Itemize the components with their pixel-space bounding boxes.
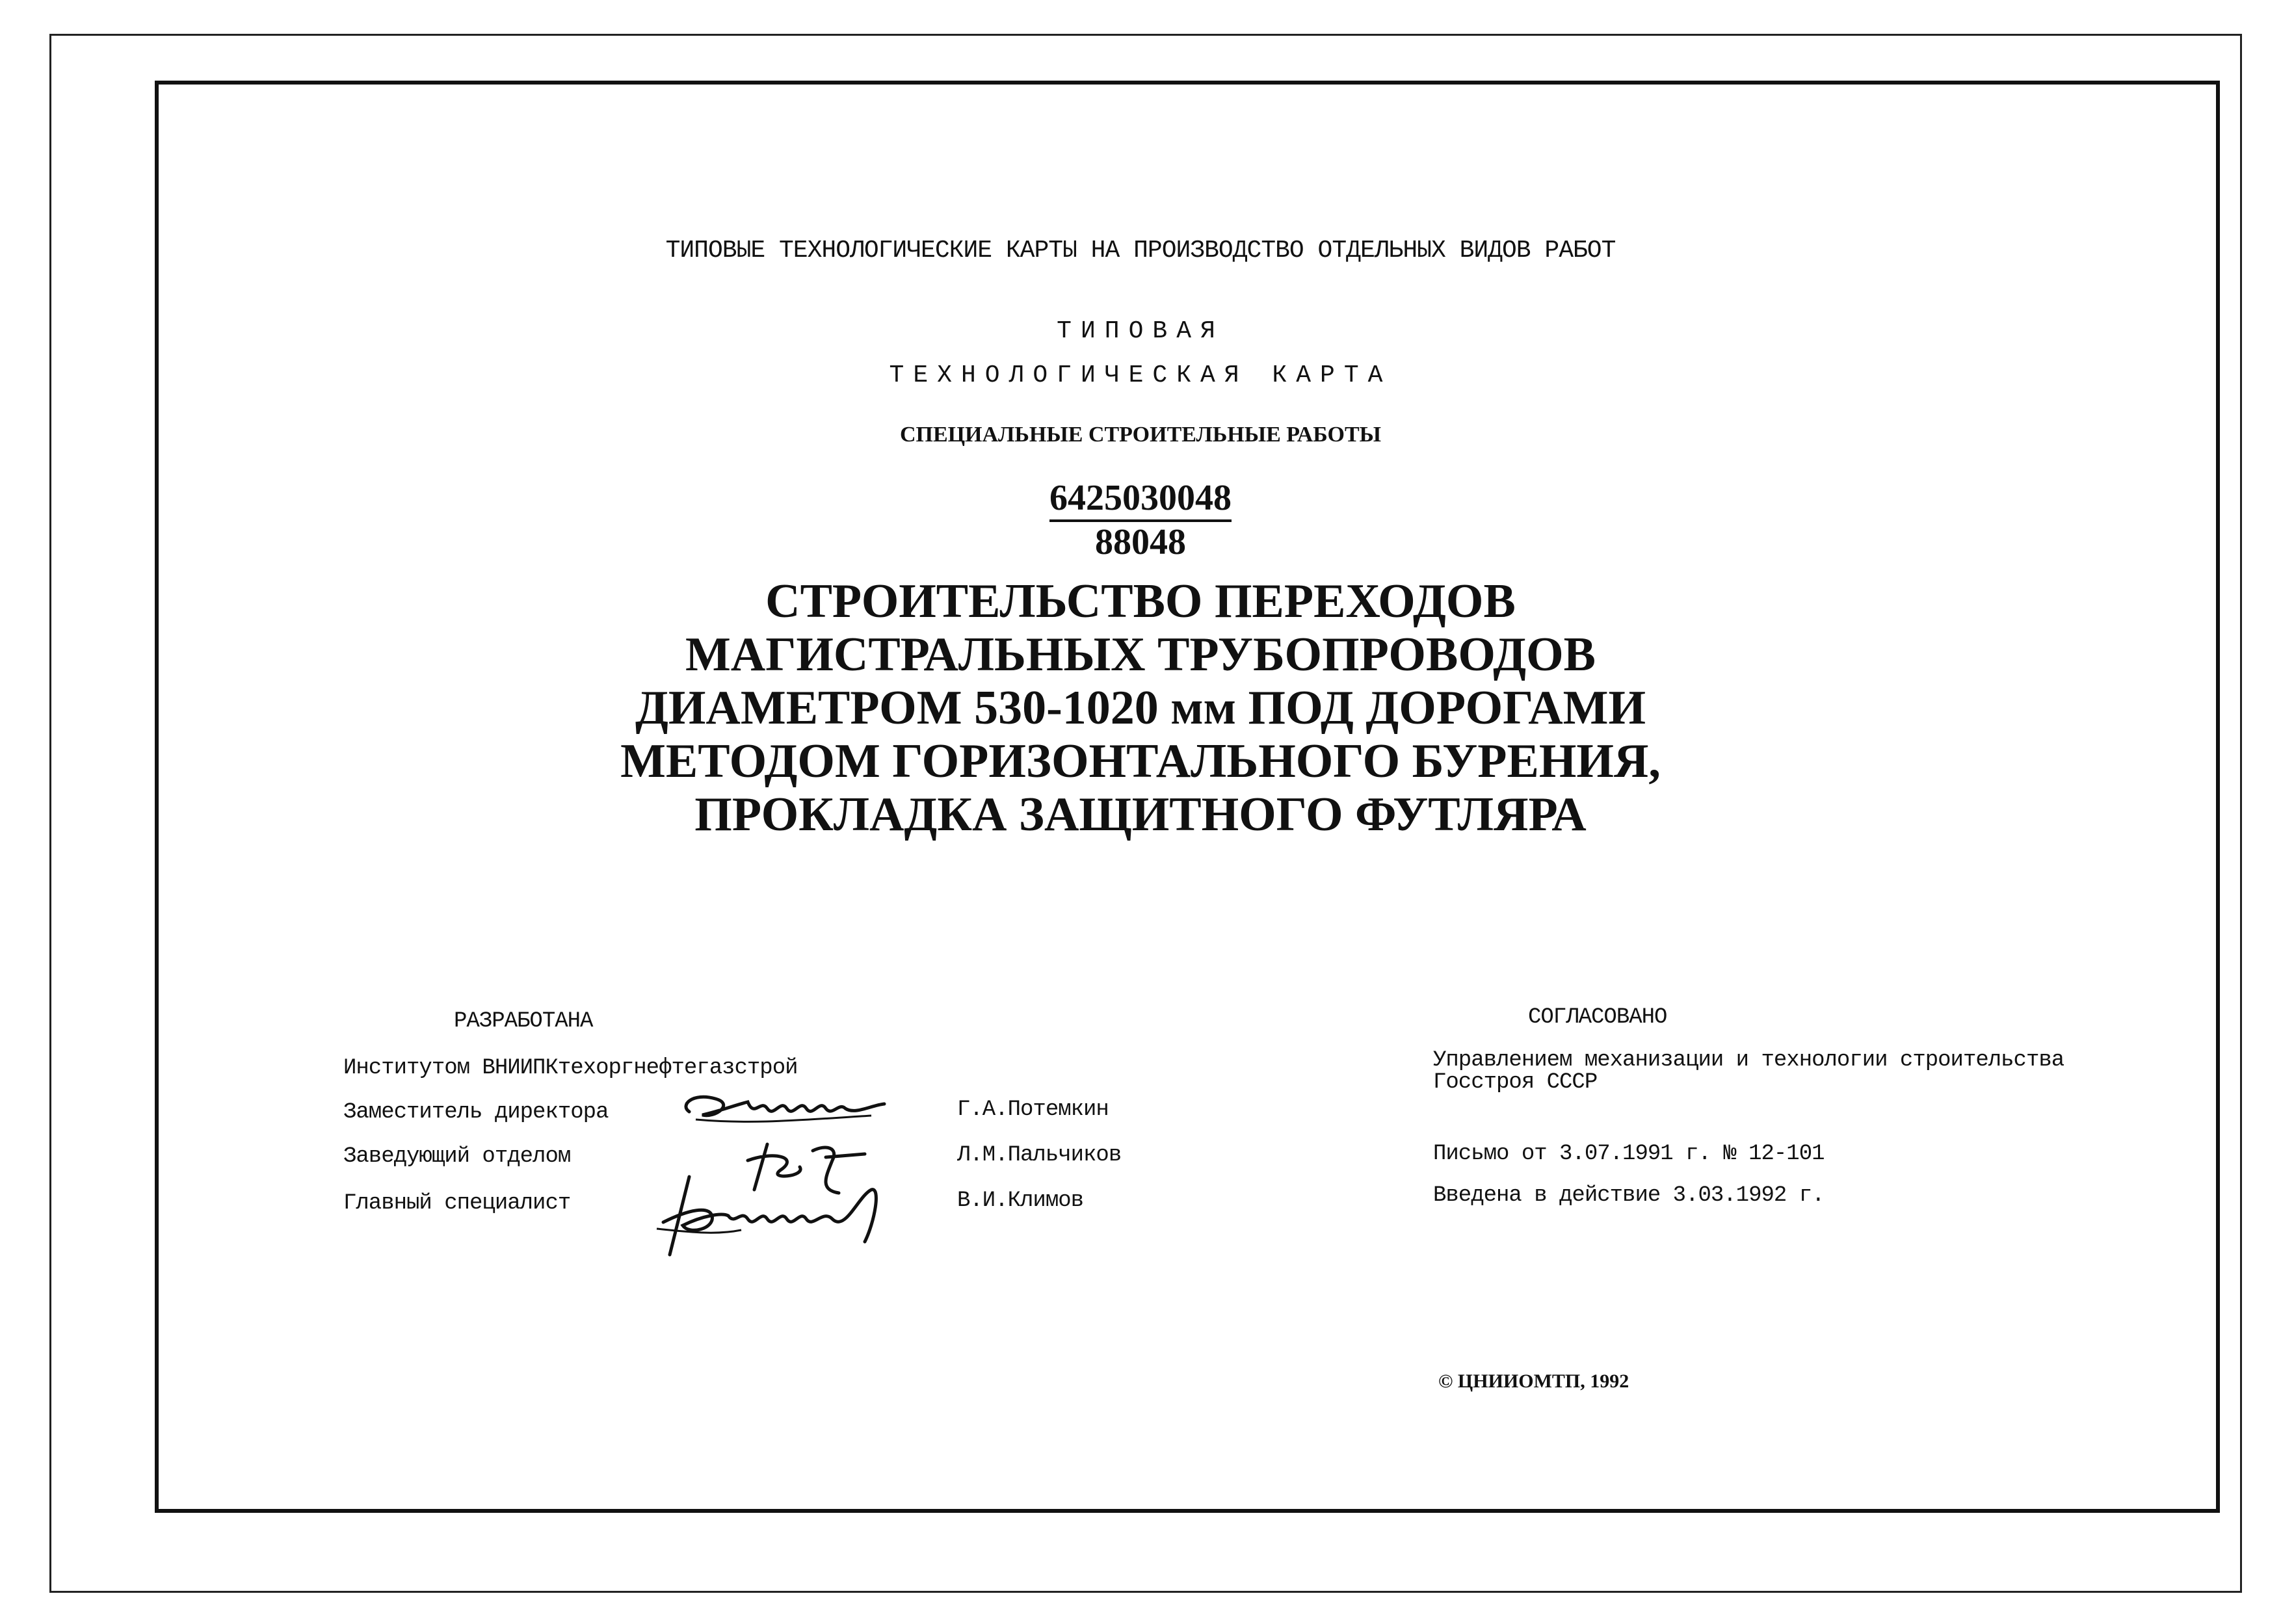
type-line-1: ТИПОВАЯ: [1057, 317, 1224, 345]
title-line: МАГИСТРАЛЬНЫХ ТРУБОПРОВОДОВ: [685, 628, 1596, 681]
title-line: МЕТОДОМ ГОРИЗОНТАЛЬНОГО БУРЕНИЯ,: [620, 735, 1661, 788]
category: СПЕЦИАЛЬНЫЕ СТРОИТЕЛЬНЫЕ РАБОТЫ: [899, 423, 1382, 447]
developed-institute: Институтом ВНИИПКтехоргнефтегазстрой: [343, 1056, 798, 1080]
title-line: ПРОКЛАДКА ЗАЩИТНОГО ФУТЛЯРА: [694, 788, 1587, 841]
agreed-effective: Введена в действие 3.03.1992 г.: [1433, 1183, 1825, 1208]
position-deputy-director: Заместитель директора: [343, 1100, 609, 1125]
agreed-org-line-1: Управлением механизации и технологии строительства: [1433, 1048, 2064, 1073]
position-chief-specialist: Главный специалист: [343, 1191, 571, 1216]
name-klimov: В.И.Климов: [957, 1188, 1084, 1213]
agreed-org-line-2: Госстроя СССР: [1433, 1070, 1598, 1095]
code-main-text: 6425030048: [1049, 478, 1232, 522]
type-line-2: ТЕХНОЛОГИЧЕСКАЯ КАРТА: [889, 361, 1392, 389]
title-line: СТРОИТЕЛЬСТВО ПЕРЕХОДОВ: [765, 575, 1516, 628]
signature-klimov-icon: [650, 1170, 897, 1261]
document-title: [0, 575, 2281, 841]
title-line: ДИАМЕТРОМ 530-1020 мм ПОД ДОРОГАМИ: [635, 681, 1646, 735]
copyright: © ЦНИИОМТП, 1992: [1438, 1370, 1629, 1392]
agreed-letter: Письмо от 3.07.1991 г. № 12-101: [1433, 1142, 1825, 1166]
developed-heading: РАЗРАБОТАНА: [454, 1009, 593, 1034]
series-title: ТИПОВЫЕ ТЕХНОЛОГИЧЕСКИЕ КАРТЫ НА ПРОИЗВОДСТВО ОТДЕЛЬНЫХ ВИДОВ РАБОТ: [665, 237, 1616, 265]
code-main: [0, 477, 2281, 519]
name-potemkin: Г.А.Потемкин: [957, 1097, 1109, 1122]
code-sub: 88048: [1095, 522, 1186, 562]
signature-potemkin-icon: [676, 1079, 891, 1138]
name-palchikov: Л.М.Пальчиков: [957, 1143, 1122, 1168]
agreed-heading: СОГЛАСОВАНО: [1528, 1005, 1667, 1030]
position-department-head: Заведующий отделом: [343, 1144, 571, 1169]
